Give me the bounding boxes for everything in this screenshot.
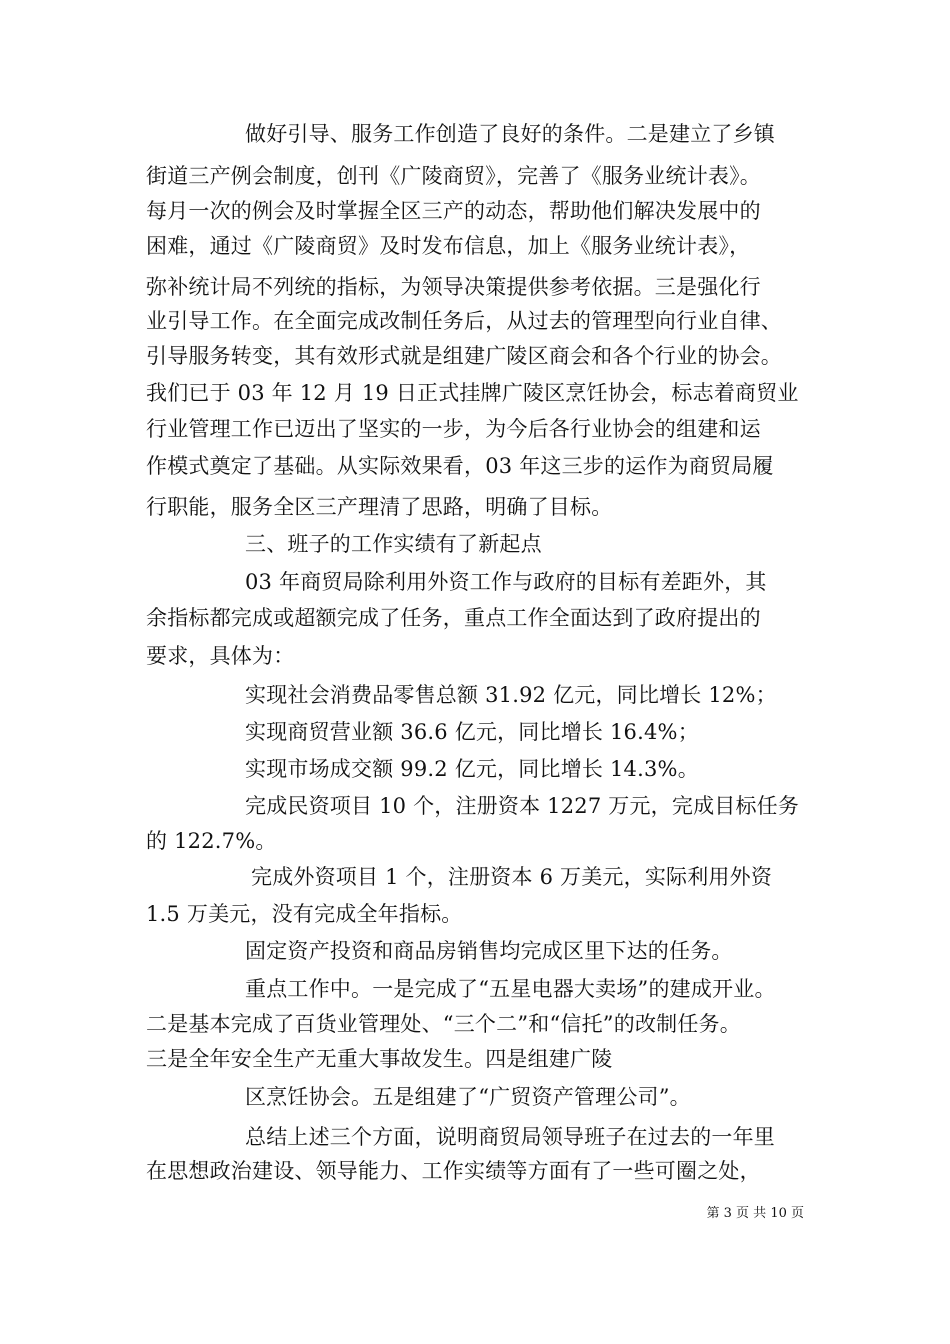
text-line: 完成外资项目 1 个，注册资本 6 万美元，实际利用外资 [251, 865, 773, 889]
text-line: 引导服务转变，其有效形式就是组建广陵区商会和各个行业的协会。 [146, 344, 782, 368]
text-line: 完成民资项目 10 个，注册资本 1227 万元，完成目标任务 [245, 794, 800, 818]
text-line: 固定资产投资和商品房销售均完成区里下达的任务。 [245, 939, 733, 963]
text-line: 实现商贸营业额 36.6 亿元，同比增长 16.4%； [245, 720, 699, 744]
text-line: 重点工作中。一是完成了“五星电器大卖场”的建成开业。 [245, 977, 776, 1001]
text-line: 我们已于 03 年 12 月 19 日正式挂牌广陵区烹饪协会，标志着商贸业 [146, 381, 799, 405]
text-line: 困难，通过《广陵商贸》及时发布信息，加上《服务业统计表》， [146, 234, 751, 258]
text-line: 三是全年安全生产无重大事故发生。四是组建广陵 [146, 1047, 613, 1071]
text-line: 做好引导、服务工作创造了良好的条件。二是建立了乡镇 [245, 122, 775, 146]
page-number: 第 3 页 共 10 页 [706, 1206, 804, 1221]
text-line: 弥补统计局不列统的指标，为领导决策提供参考依据。三是强化行 [146, 275, 761, 299]
text-line: 1.5 万美元，没有完成全年指标。 [146, 902, 463, 926]
text-line: 行业管理工作已迈出了坚实的一步，为今后各行业协会的组建和运 [146, 417, 761, 441]
section-heading: 三、班子的工作实绩有了新起点 [245, 532, 542, 556]
text-line: 区烹饪协会。五是组建了“广贸资产管理公司”。 [245, 1085, 691, 1109]
text-line: 要求，具体为： [146, 644, 295, 668]
text-line: 余指标都完成或超额完成了任务，重点工作全面达到了政府提出的 [146, 606, 761, 630]
text-line: 行职能，服务全区三产理清了思路，明确了目标。 [146, 495, 613, 519]
text-line: 每月一次的例会及时掌握全区三产的动态，帮助他们解决发展中的 [146, 199, 761, 223]
text-line: 街道三产例会制度，创刊《广陵商贸》，完善了《服务业统计表》。 [146, 164, 761, 188]
text-line: 二是基本完成了百货业管理处、“三个二”和“信托”的改制任务。 [146, 1012, 741, 1036]
text-line: 在思想政治建设、领导能力、工作实绩等方面有了一些可圈之处， [146, 1159, 761, 1183]
text-line: 作模式奠定了基础。从实际效果看，03 年这三步的运作为商贸局履 [146, 454, 774, 478]
text-line: 业引导工作。在全面完成改制任务后，从过去的管理型向行业自律、 [146, 309, 782, 333]
text-line: 实现市场成交额 99.2 亿元，同比增长 14.3%。 [245, 757, 699, 781]
text-line: 的 122.7%。 [146, 829, 277, 853]
text-line: 实现社会消费品零售总额 31.92 亿元，同比增长 12%； [245, 683, 777, 707]
text-line: 总结上述三个方面，说明商贸局领导班子在过去的一年里 [245, 1125, 775, 1149]
text-line: 03 年商贸局除利用外资工作与政府的目标有差距外，其 [245, 570, 767, 594]
